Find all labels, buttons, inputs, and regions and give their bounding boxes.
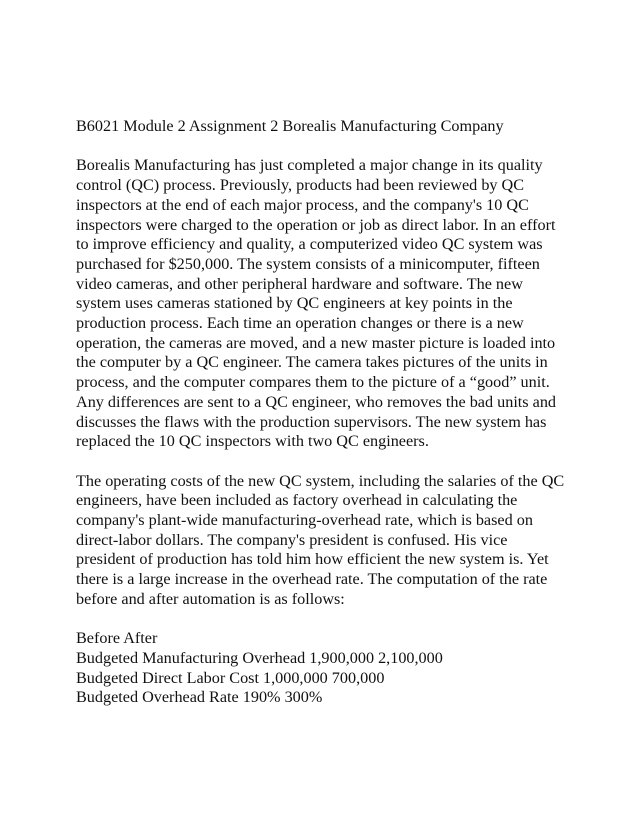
table-row-manufacturing-overhead: Budgeted Manufacturing Overhead 1,900,000 2,100,000 <box>76 648 443 667</box>
paragraph-overhead-issue: The operating costs of the new QC system, including the salaries of the QC engineers, have been included as factory overhead in calculating the company's plant-wide manufacturing-overhead rate, which is based on direct-labor dollars. The company's president is confused. His vice president of production has told him how efficient the new system is. Yet there is a large increase in the overhead rate. The computation of the rate before and after automation is as follows: <box>76 471 565 608</box>
table-header-row: Before After <box>76 629 158 648</box>
document-body <box>76 117 568 708</box>
table-row-direct-labor-cost: Budgeted Direct Labor Cost 1,000,000 700,000 <box>76 668 385 687</box>
table-row-overhead-rate: Budgeted Overhead Rate 190% 300% <box>76 688 323 707</box>
paragraph-background: Borealis Manufacturing has just completed a major change in its quality control (QC) process. Previously, products had been reviewed by QC inspectors at the end of each major process, and the company's 10 QC inspectors were charged to the operation or job as direct labor. In an effort to improve efficiency and quality, a computerized video QC system was purchased for $250,000. The system consists of a minicomputer, fifteen video cameras, and other peripheral hardware and software. The new system uses cameras stationed by QC engineers at key points in the production process. Each time an operation changes or there is a new operation, the cameras are moved, and a new master picture is loaded into the computer by a QC engineer. The camera takes pictures of the units in process, and the computer compares them to the picture of a “good” unit. Any differences are sent to a QC engineer, who removes the bad units and discusses the flaws with the production supervisors. The new system has replaced the 10 QC inspectors with two QC engineers. <box>76 156 557 451</box>
document-title: B6021 Module 2 Assignment 2 Borealis Manufacturing Company <box>76 117 504 135</box>
